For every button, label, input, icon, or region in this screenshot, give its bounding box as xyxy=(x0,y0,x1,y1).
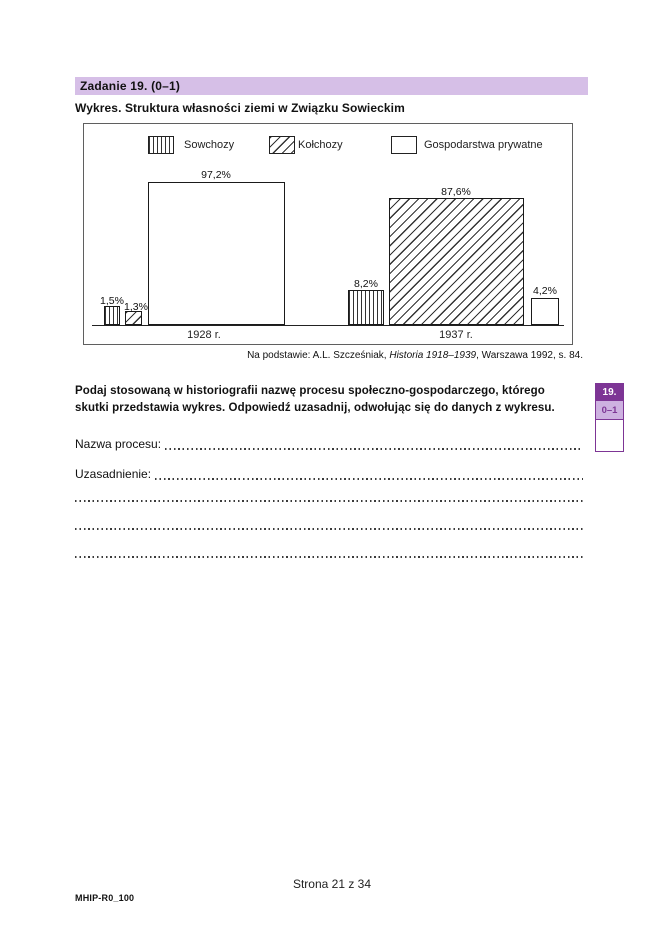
legend-swatch-prywatne xyxy=(391,136,417,154)
task-header-bar xyxy=(75,77,588,95)
answer-writein-line xyxy=(165,448,583,450)
bar-sowchozy-1928 xyxy=(104,306,120,325)
task-instruction-line-2: skutki przedstawia wykres. Odpowiedź uzasadnij, odwołując się do danych z wykresu. xyxy=(75,402,555,414)
bar-kolchozy-1937 xyxy=(389,198,524,325)
answer-row-name xyxy=(75,436,583,452)
legend-label-kolchozy: Kołchozy xyxy=(298,139,343,151)
value-label-kolchozy-1937: 87,6% xyxy=(441,186,471,198)
value-label-prywatne-1937: 4,2% xyxy=(533,285,557,297)
answer-writein-line xyxy=(75,556,583,558)
answer-label-name: Nazwa procesu: xyxy=(75,437,162,451)
legend-label-prywatne: Gospodarstwa prywatne xyxy=(424,139,543,151)
category-label-1928: 1928 r. xyxy=(187,329,221,341)
form-code: MHIP-R0_100 xyxy=(75,893,135,903)
value-label-sowchozy-1928: 1,5% xyxy=(100,295,124,307)
x-axis-line xyxy=(92,325,564,327)
bar-kolchozy-1928 xyxy=(125,311,142,325)
answer-writein-line xyxy=(75,500,583,502)
figure-title: Wykres. Struktura własności ziemi w Związku Sowieckim xyxy=(75,101,405,115)
task-header-label: Zadanie 19. (0–1) xyxy=(80,79,181,93)
task-instruction-line-1: Podaj stosowaną w historiografii nazwę procesu społeczno-gospodarczego, którego xyxy=(75,385,545,397)
score-box-points: 0–1 xyxy=(596,401,623,420)
legend-swatch-sowchozy xyxy=(148,136,174,154)
value-label-kolchozy-1928: 1,3% xyxy=(124,301,148,313)
category-label-1937: 1937 r. xyxy=(439,329,473,341)
value-label-sowchozy-1937: 8,2% xyxy=(354,278,378,290)
legend-swatch-kolchozy xyxy=(269,136,295,154)
bar-prywatne-1928 xyxy=(148,182,285,325)
answer-label-justification: Uzasadnienie: xyxy=(75,467,152,481)
answer-row-justification xyxy=(75,466,583,482)
legend-label-sowchozy: Sowchozy xyxy=(184,139,235,151)
answer-writein-line xyxy=(155,478,583,480)
answer-writein-line xyxy=(75,528,583,530)
bar-sowchozy-1937 xyxy=(348,290,384,325)
chart-frame xyxy=(83,123,573,345)
source-suffix: , Warszawa 1992, s. 84. xyxy=(476,350,583,361)
page-number: Strona 21 z 34 xyxy=(292,877,372,891)
bar-prywatne-1937 xyxy=(531,298,559,325)
task-instruction xyxy=(75,383,587,417)
score-box-empty-cell xyxy=(596,420,623,451)
source-prefix: Na podstawie: A.L. Szcześniak, xyxy=(247,350,390,361)
source-book-title: Historia 1918–1939 xyxy=(389,350,477,361)
source-citation xyxy=(75,350,583,361)
score-box-task-number: 19. xyxy=(596,384,623,401)
value-label-prywatne-1928: 97,2% xyxy=(201,169,231,181)
score-box xyxy=(595,383,624,452)
